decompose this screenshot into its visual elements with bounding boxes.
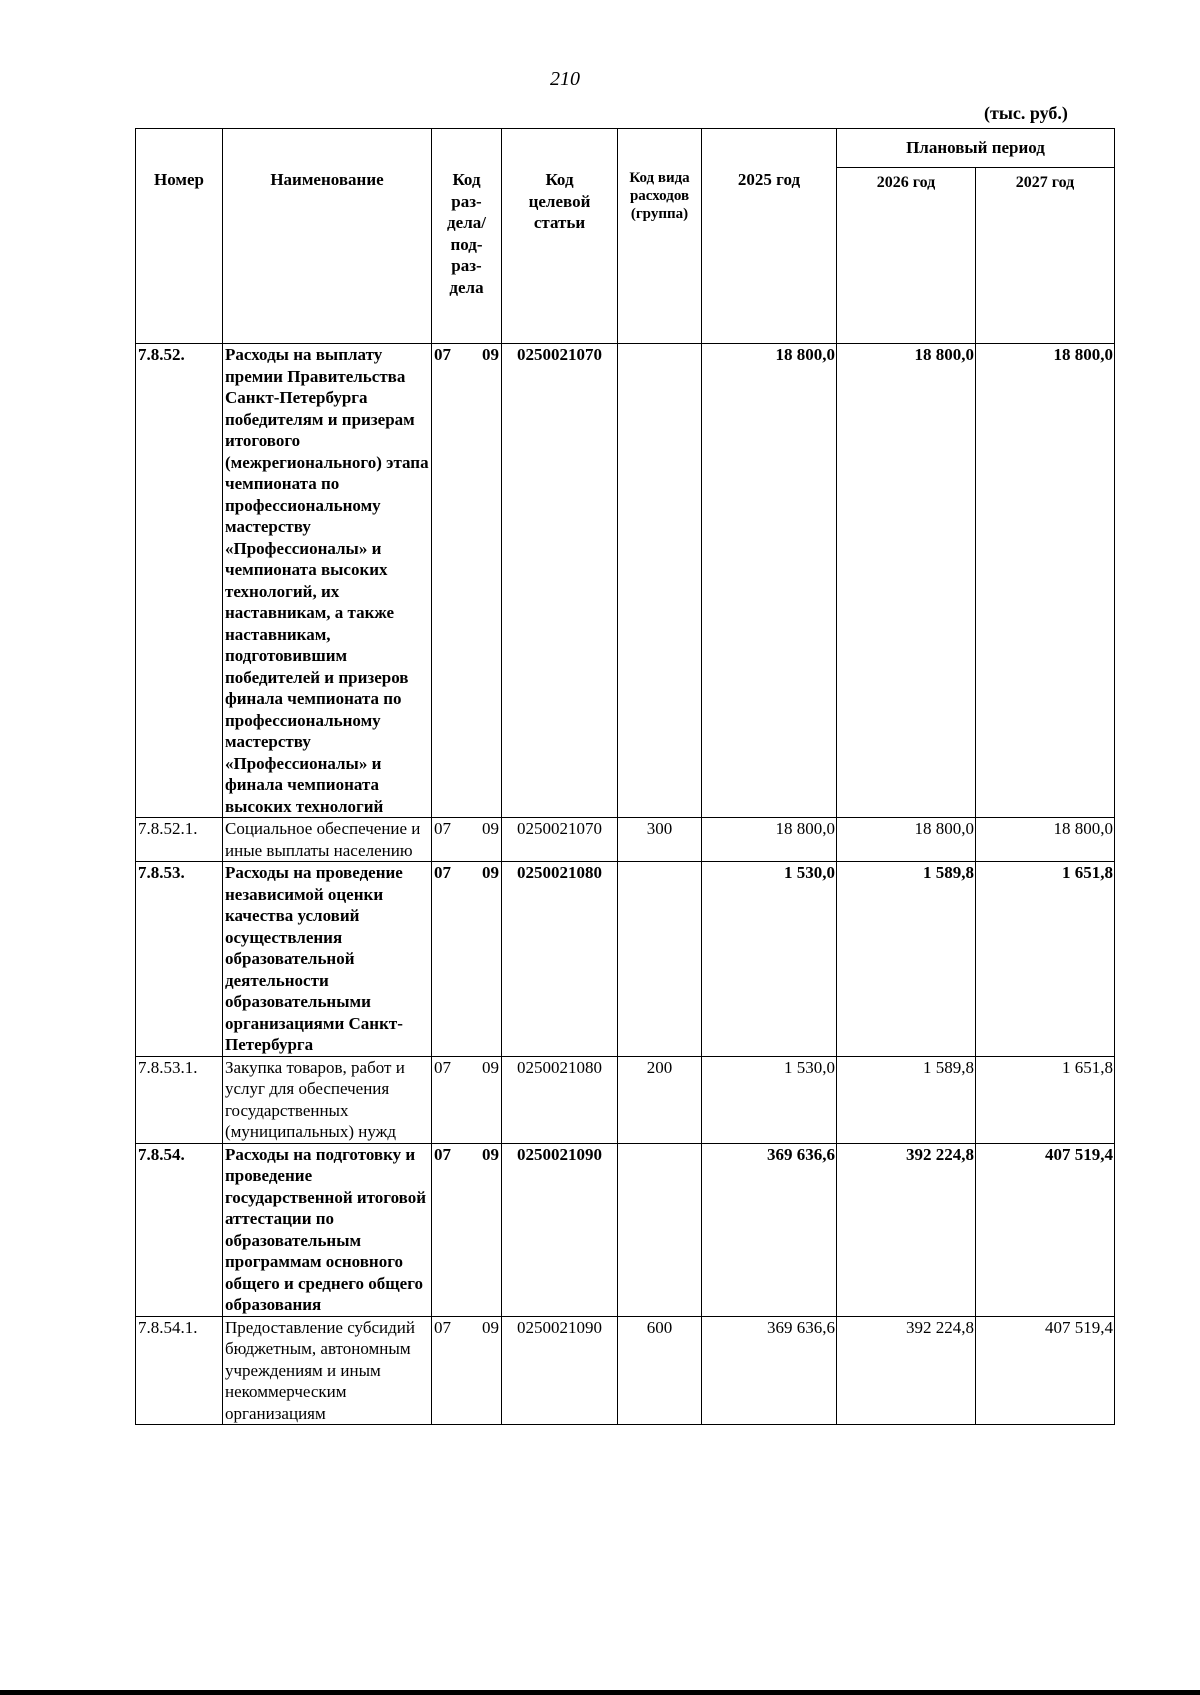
row-2026: 18 800,0 <box>837 818 976 862</box>
row-number: 7.8.53. <box>136 862 223 1057</box>
header-row-top <box>136 129 1115 168</box>
row-number: 7.8.52.1. <box>136 818 223 862</box>
header-target-code: Код целевой статьи <box>502 129 618 344</box>
row-2025: 369 636,6 <box>702 1316 837 1425</box>
row-section-code <box>432 818 502 862</box>
section: 07 <box>434 863 451 882</box>
row-target-code: 0250021070 <box>502 344 618 818</box>
section: 07 <box>434 1317 451 1337</box>
table-row <box>136 1143 1115 1316</box>
row-name: Расходы на проведение независимой оценки качества условий осуществления образовательной деятельности образовательными организациями Санкт-Петербурга <box>223 862 432 1057</box>
row-2027: 407 519,4 <box>976 1143 1115 1316</box>
header-name: Наименование <box>223 129 432 344</box>
row-target-code: 0250021090 <box>502 1316 618 1425</box>
header-section-code: Код раз-дела/ под-раз-дела <box>432 129 502 344</box>
row-name: Предоставление субсидий бюджетным, автономным учреждениям и иным некоммерческим организациям <box>223 1316 432 1425</box>
row-2027: 18 800,0 <box>976 818 1115 862</box>
subsection: 09 <box>482 863 499 882</box>
row-name: Социальное обеспечение и иные выплаты населению <box>223 818 432 862</box>
row-section-code <box>432 1143 502 1316</box>
header-expense-type: Код вида расходов (группа) <box>618 129 702 344</box>
units-label: (тыс. руб.) <box>984 103 1068 123</box>
scan-border <box>0 1690 1200 1695</box>
row-expense-type: 600 <box>618 1316 702 1425</box>
row-2026: 18 800,0 <box>837 344 976 818</box>
row-expense-type: 300 <box>618 818 702 862</box>
section: 07 <box>434 1144 451 1164</box>
subsection: 09 <box>482 345 499 364</box>
row-number: 7.8.52. <box>136 344 223 818</box>
row-expense-type <box>618 1143 702 1316</box>
section: 07 <box>434 819 451 838</box>
row-number: 7.8.54.1. <box>136 1316 223 1425</box>
header-number: Номер <box>136 129 223 344</box>
table-row <box>136 1316 1115 1425</box>
subsection: 09 <box>482 1057 499 1077</box>
row-2027: 18 800,0 <box>976 344 1115 818</box>
row-2026: 1 589,8 <box>837 862 976 1057</box>
row-2026: 1 589,8 <box>837 1056 976 1143</box>
row-section-code <box>432 862 502 1057</box>
table-row <box>136 344 1115 818</box>
subsection: 09 <box>482 1144 499 1164</box>
row-section-code <box>432 1056 502 1143</box>
row-2027: 1 651,8 <box>976 862 1115 1057</box>
row-expense-type <box>618 862 702 1057</box>
row-section-code <box>432 1316 502 1425</box>
row-name: Расходы на выплату премии Правительства Санкт-Петербурга победителям и призерам итогового (межрегионального) этапа чемпионата по профессиональному мастерству «Профессионалы» и чемпионата высоких технологий, их наставникам, а также наставникам, подготовившим победителей и призеров финала чемпионата по профессиональному мастерству «Профессионалы» и финала чемпионата высоких технологий <box>223 344 432 818</box>
row-2026: 392 224,8 <box>837 1316 976 1425</box>
row-2027: 407 519,4 <box>976 1316 1115 1425</box>
row-expense-type <box>618 344 702 818</box>
row-section-code <box>432 344 502 818</box>
subsection: 09 <box>482 819 499 838</box>
row-2025: 1 530,0 <box>702 1056 837 1143</box>
row-2025: 1 530,0 <box>702 862 837 1057</box>
header-year-2026: 2026 год <box>837 168 976 344</box>
section: 07 <box>434 345 451 364</box>
row-number: 7.8.53.1. <box>136 1056 223 1143</box>
section: 07 <box>434 1057 451 1077</box>
subsection: 09 <box>482 1317 499 1337</box>
table-row <box>136 818 1115 862</box>
row-2026: 392 224,8 <box>837 1143 976 1316</box>
row-target-code: 0250021080 <box>502 862 618 1057</box>
row-2025: 369 636,6 <box>702 1143 837 1316</box>
row-2025: 18 800,0 <box>702 344 837 818</box>
header-planning-period: Плановый период <box>837 129 1115 168</box>
row-2027: 1 651,8 <box>976 1056 1115 1143</box>
table-row <box>136 862 1115 1057</box>
row-number: 7.8.54. <box>136 1143 223 1316</box>
row-expense-type: 200 <box>618 1056 702 1143</box>
header-year-2025: 2025 год <box>702 129 837 344</box>
row-target-code: 0250021080 <box>502 1056 618 1143</box>
budget-table <box>135 128 1115 1425</box>
row-name: Расходы на подготовку и проведение государственной итоговой аттестации по образовательным программам основного общего и среднего общего образования <box>223 1143 432 1316</box>
row-name: Закупка товаров, работ и услуг для обеспечения государственных (муниципальных) нужд <box>223 1056 432 1143</box>
row-target-code: 0250021070 <box>502 818 618 862</box>
row-2025: 18 800,0 <box>702 818 837 862</box>
page-number: 210 <box>550 68 580 90</box>
row-target-code: 0250021090 <box>502 1143 618 1316</box>
table-row <box>136 1056 1115 1143</box>
header-year-2027: 2027 год <box>976 168 1115 344</box>
